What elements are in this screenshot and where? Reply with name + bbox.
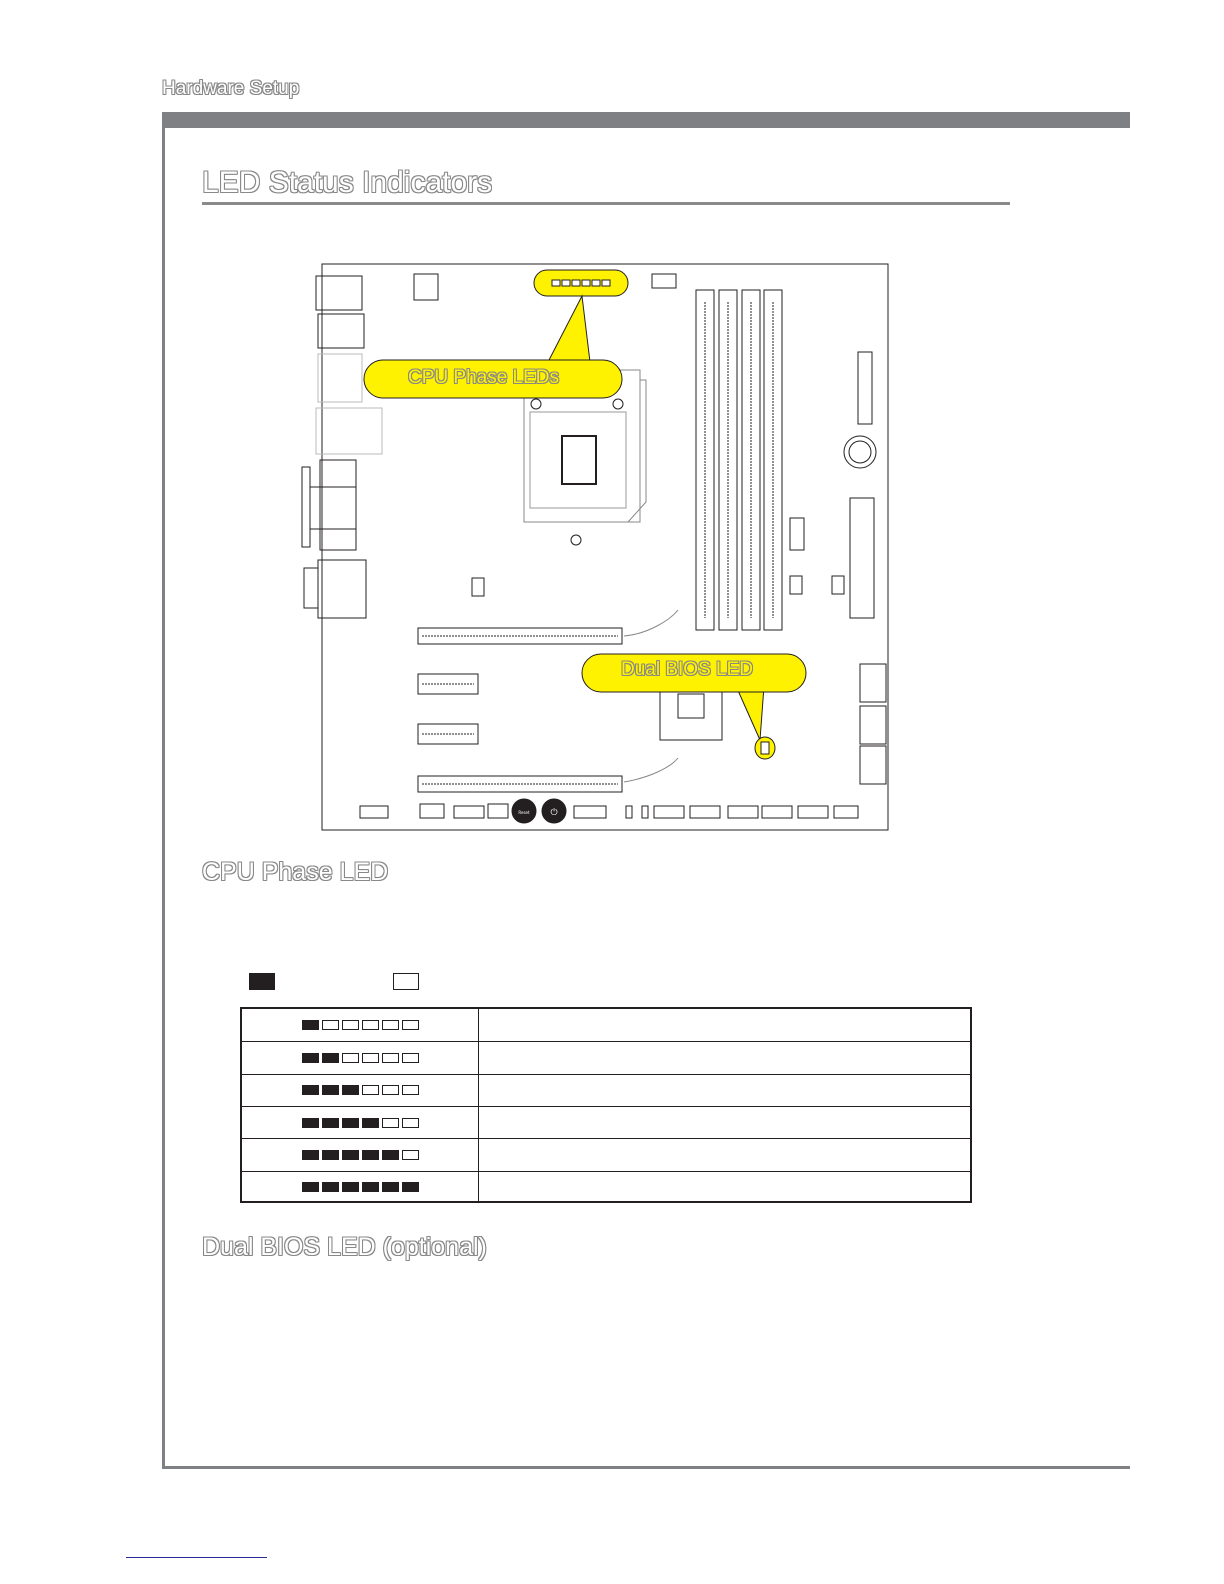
led-on-icon bbox=[322, 1053, 339, 1063]
led-on-icon bbox=[362, 1118, 379, 1128]
led-off-icon bbox=[382, 1118, 399, 1128]
led-pattern-cell bbox=[242, 1042, 479, 1073]
led-description bbox=[479, 1139, 970, 1170]
led-off-icon bbox=[402, 1053, 419, 1063]
led-on-icon bbox=[302, 1118, 319, 1128]
led-on-icon bbox=[302, 1182, 319, 1192]
led-off-icon bbox=[342, 1053, 359, 1063]
motherboard-svg bbox=[298, 262, 890, 832]
led-off-icon bbox=[402, 1150, 419, 1160]
led-on-icon bbox=[382, 1182, 399, 1192]
led-off-icon bbox=[393, 973, 419, 990]
led-on-icon bbox=[342, 1118, 359, 1128]
led-off-icon bbox=[382, 1020, 399, 1030]
led-description bbox=[479, 1107, 970, 1138]
led-description bbox=[479, 1075, 970, 1106]
table-row bbox=[242, 1009, 970, 1041]
motherboard-diagram bbox=[298, 262, 890, 832]
led-on-icon bbox=[302, 1053, 319, 1063]
dual-bios-heading: Dual BIOS LED (optional) bbox=[202, 1233, 487, 1261]
cpu-phase-led-table bbox=[240, 1007, 972, 1203]
table-row bbox=[242, 1041, 970, 1073]
table-row bbox=[242, 1106, 970, 1138]
led-on-icon bbox=[249, 973, 275, 990]
led-on-icon bbox=[362, 1150, 379, 1160]
left-margin-rule bbox=[162, 112, 165, 1469]
table-row bbox=[242, 1138, 970, 1170]
led-on-icon bbox=[302, 1085, 319, 1095]
led-on-icon bbox=[382, 1150, 399, 1160]
table-row bbox=[242, 1074, 970, 1106]
led-off-icon bbox=[382, 1053, 399, 1063]
cpu-phase-heading: CPU Phase LED bbox=[202, 858, 389, 886]
title-underline bbox=[202, 202, 1010, 205]
led-description bbox=[479, 1172, 970, 1203]
led-pattern-cell bbox=[242, 1172, 479, 1203]
bottom-rule bbox=[162, 1466, 1130, 1469]
power-icon: ⏻ bbox=[550, 808, 558, 818]
led-on-icon bbox=[322, 1150, 339, 1160]
led-on-icon bbox=[322, 1118, 339, 1128]
led-off-icon bbox=[402, 1085, 419, 1095]
board-outline bbox=[322, 264, 888, 830]
led-pattern-cell bbox=[242, 1075, 479, 1106]
table-row bbox=[242, 1171, 970, 1203]
led-off-icon bbox=[342, 1020, 359, 1030]
led-description bbox=[479, 1009, 970, 1041]
led-off-icon bbox=[322, 1020, 339, 1030]
led-pattern-cell bbox=[242, 1107, 479, 1138]
running-header: Hardware Setup bbox=[162, 78, 300, 99]
led-off-icon bbox=[362, 1020, 379, 1030]
led-on-icon bbox=[402, 1182, 419, 1192]
led-on-icon bbox=[302, 1150, 319, 1160]
footer-link-underline bbox=[126, 1557, 267, 1558]
led-on-icon bbox=[362, 1182, 379, 1192]
cpu-phase-callout-label: CPU Phase LEDs bbox=[408, 367, 560, 388]
section-title: LED Status Indicators bbox=[202, 166, 493, 199]
led-off-icon bbox=[402, 1118, 419, 1128]
led-on-icon bbox=[342, 1150, 359, 1160]
led-off-icon bbox=[402, 1020, 419, 1030]
led-on-icon bbox=[302, 1020, 319, 1030]
led-on-icon bbox=[322, 1085, 339, 1095]
dual-bios-callout-label: Dual BIOS LED bbox=[621, 659, 753, 680]
led-on-icon bbox=[322, 1182, 339, 1192]
led-pattern-cell bbox=[242, 1139, 479, 1170]
led-pattern-cell bbox=[242, 1009, 479, 1041]
led-on-icon bbox=[342, 1085, 359, 1095]
led-off-icon bbox=[382, 1085, 399, 1095]
led-on-icon bbox=[342, 1182, 359, 1192]
led-off-icon bbox=[362, 1085, 379, 1095]
header-bar bbox=[162, 112, 1130, 128]
led-description bbox=[479, 1042, 970, 1073]
reset-button-label: Reset bbox=[518, 810, 530, 815]
led-off-icon bbox=[362, 1053, 379, 1063]
